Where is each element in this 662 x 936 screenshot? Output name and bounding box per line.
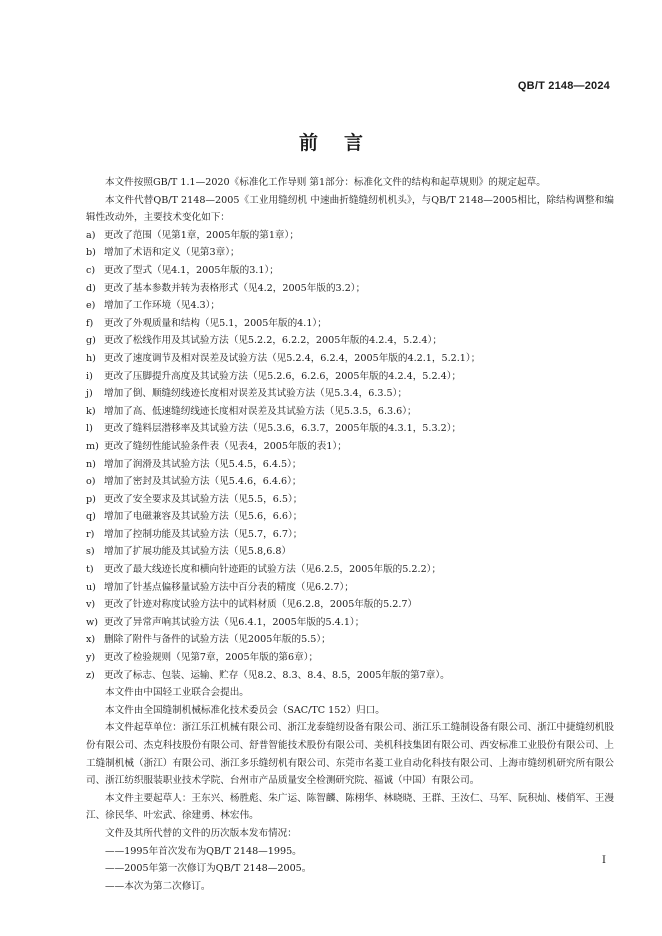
- change-item: [86, 508, 614, 526]
- change-item: [86, 332, 614, 350]
- change-item-text: 更改了标志、包装、运输、贮存（见8.2、8.3、8.4、8.5，2005年版的第7章）。: [104, 669, 450, 681]
- change-item-text: 更改了速度调节及相对误差及试验方法（见5.2.4，6.2.4，2005年版的4.2.1，5.2.1）；: [104, 352, 481, 364]
- change-item-label: j): [86, 388, 93, 400]
- change-item: [86, 420, 614, 438]
- change-item-label: h): [86, 352, 96, 364]
- change-item: [86, 315, 614, 333]
- change-item-text: 更改了最大线迹长度和横向针迹距的试验方法（见6.2.5，2005年版的5.2.2）；: [104, 564, 442, 576]
- change-item: [86, 596, 614, 614]
- change-item: [86, 649, 614, 667]
- change-item-label: n): [86, 458, 96, 470]
- change-item-text: 增加了密封及其试验方法（见5.4.6，6.4.6）；: [104, 476, 302, 488]
- change-item-label: s): [86, 546, 95, 558]
- change-item: [86, 438, 614, 456]
- change-item-label: k): [86, 405, 96, 417]
- change-item-label: l): [86, 423, 93, 435]
- change-item-label: u): [86, 581, 96, 593]
- drafting-units: 本文件起草单位：浙江乐江机械有限公司、浙江龙泰缝纫设备有限公司、浙江乐工缝制设备有限公司、浙江中捷缝纫机股份有限公司、杰克科技股份有限公司、舒普智能技术股份有限公司、美机科技集团有限公司、西安标准工业股份有限公司、上工缝制机械（浙江）有限公司、浙江多乐缝纫机有限公司、东莞市名菱工业自动化科技有限公司、上海市缝纫机研究所有限公司、浙江纺织服装职业技术学院、台州市产品质量安全检测研究院、福诚（中国）有限公司。: [86, 722, 614, 787]
- change-item-text: 增加了工作环境（见4.3）；: [104, 300, 220, 312]
- change-item: [86, 631, 614, 649]
- change-item-text: 更改了基本参数并转为表格形式（见4.2，2005年版的3.2）；: [104, 282, 366, 294]
- changes-list: [86, 227, 614, 684]
- change-item: [86, 385, 614, 403]
- history-item: ——1995年首次发布为QB/T 2148—1995。: [105, 845, 302, 857]
- change-item: [86, 403, 614, 421]
- change-item: [86, 368, 614, 386]
- change-item-text: 更改了范围（见第1章，2005年版的第1章）；: [104, 229, 299, 241]
- change-item-text: 更改了异常声响其试验方法（见6.4.1，2005年版的5.4.1）；: [104, 616, 365, 628]
- main-drafters: 本文件主要起草人：王东兴、杨胜彪、朱广运、陈智麟、陈栩华、林晓晓、王群、王汝仁、马军、阮积灿、楼俏军、王漫江、徐民华、叶宏武、徐建勇、林宏伟。: [86, 792, 614, 822]
- document-body: [86, 174, 614, 895]
- change-item-label: c): [86, 264, 96, 276]
- change-item-label: g): [86, 335, 96, 347]
- history-heading: 文件及其所代替的文件的历次版本发布情况：: [105, 827, 297, 839]
- change-item-text: 增加了扩展功能及其试验方法（见5.8,6.8）: [104, 546, 292, 558]
- change-item: [86, 667, 614, 685]
- change-item-label: w): [86, 616, 98, 628]
- change-item: [86, 579, 614, 597]
- change-item: [86, 526, 614, 544]
- change-item-text: 增加了倒、顺缝纫线迹长度相对误差及其试验方法（见5.3.4，6.3.5）；: [104, 388, 408, 400]
- closing-paragraph: 本文件由中国轻工业联合会提出。: [105, 687, 249, 699]
- change-item-text: 增加了高、低速缝纫线迹长度相对误差及其试验方法（见5.3.5，6.3.6）；: [104, 405, 417, 417]
- change-item-label: p): [86, 493, 96, 505]
- intro-paragraph: 本文件代替QB/T 2148—2005《工业用缝纫机 中速曲折缝缝纫机机头》，与QB/T 2148—2005相比，除结构调整和编辑性改动外，主要技术变化如下：: [86, 194, 614, 224]
- change-item-text: 增加了术语和定义（见第3章）；: [104, 247, 240, 259]
- change-item-text: 更改了检验规则（见第7章，2005年版的第6章）；: [104, 652, 319, 664]
- history-item: ——本次为第二次修订。: [105, 880, 211, 892]
- change-item-text: 更改了压脚提升高度及其试验方法（见5.2.6，6.2.6，2005年版的4.2.4，5.2.4）；: [104, 370, 462, 382]
- change-item-text: 增加了电磁兼容及其试验方法（见5.6，6.6）；: [104, 511, 303, 523]
- change-item: [86, 262, 614, 280]
- page-title: 前言: [298, 132, 389, 154]
- change-item-label: m): [86, 440, 99, 452]
- change-item-text: 更改了针迹对称度试验方法中的试料材质（见6.2.8，2005年版的5.2.7）: [104, 599, 418, 611]
- change-item: [86, 227, 614, 245]
- change-item-label: q): [86, 511, 96, 523]
- change-item-text: 更改了外观质量和结构（见5.1，2005年版的4.1）；: [104, 317, 327, 329]
- change-item-label: r): [86, 528, 95, 540]
- change-item: [86, 473, 614, 491]
- change-item: [86, 244, 614, 262]
- standard-code: QB/T 2148—2024: [517, 80, 610, 92]
- change-item-text: 更改了缝料层潜移率及其试验方法（见5.3.6，6.3.7，2005年版的4.3.1，5.3.2）；: [104, 423, 462, 435]
- change-item-label: v): [86, 599, 96, 611]
- change-item: [86, 614, 614, 632]
- change-item: [86, 297, 614, 315]
- change-item-text: 更改了型式（见4.1，2005年版的3.1）；: [104, 264, 279, 276]
- change-item-text: 更改了松线作用及其试验方法（见5.2.2，6.2.2，2005年版的4.2.4，5.2.4）；: [104, 335, 442, 347]
- change-item-text: 增加了针基点偏移量试验方法中百分表的精度（见6.2.7）；: [104, 581, 354, 593]
- change-item-text: 删除了附件与备件的试验方法（见2005年版的5.5）；: [104, 634, 331, 646]
- change-item: [86, 491, 614, 509]
- change-item-label: f): [86, 317, 94, 329]
- change-item: [86, 561, 614, 579]
- change-item: [86, 456, 614, 474]
- change-item-label: z): [86, 669, 95, 681]
- change-item-text: 增加了控制功能及其试验方法（见5.7，6.7）；: [104, 528, 303, 540]
- change-item-label: y): [86, 652, 96, 664]
- change-item-text: 更改了缝纫性能试验条件表（见表4，2005年版的表1）；: [104, 440, 347, 452]
- history-item: ——2005年第一次修订为QB/T 2148—2005。: [105, 863, 312, 875]
- change-item-label: o): [86, 476, 96, 488]
- page-number: I: [602, 855, 606, 866]
- change-item-label: x): [86, 634, 96, 646]
- intro-paragraph: 本文件按照GB/T 1.1—2020《标准化工作导则 第1部分：标准化文件的结构和起草规则》的规定起草。: [105, 177, 546, 188]
- closing-paragraph: 本文件由全国缝制机械标准化技术委员会（SAC/TC 152）归口。: [105, 704, 385, 716]
- change-item-label: d): [86, 282, 96, 294]
- change-item: [86, 543, 614, 561]
- change-item-text: 增加了润滑及其试验方法（见5.4.5，6.4.5）；: [104, 458, 302, 470]
- change-item-label: b): [86, 247, 96, 259]
- change-item-label: e): [86, 300, 96, 312]
- change-item-label: t): [86, 564, 94, 576]
- change-item-label: i): [86, 370, 93, 382]
- change-item-label: a): [86, 229, 96, 241]
- change-item: [86, 280, 614, 298]
- change-item: [86, 350, 614, 368]
- change-item-text: 更改了安全要求及其试验方法（见5.5，6.5）；: [104, 493, 303, 505]
